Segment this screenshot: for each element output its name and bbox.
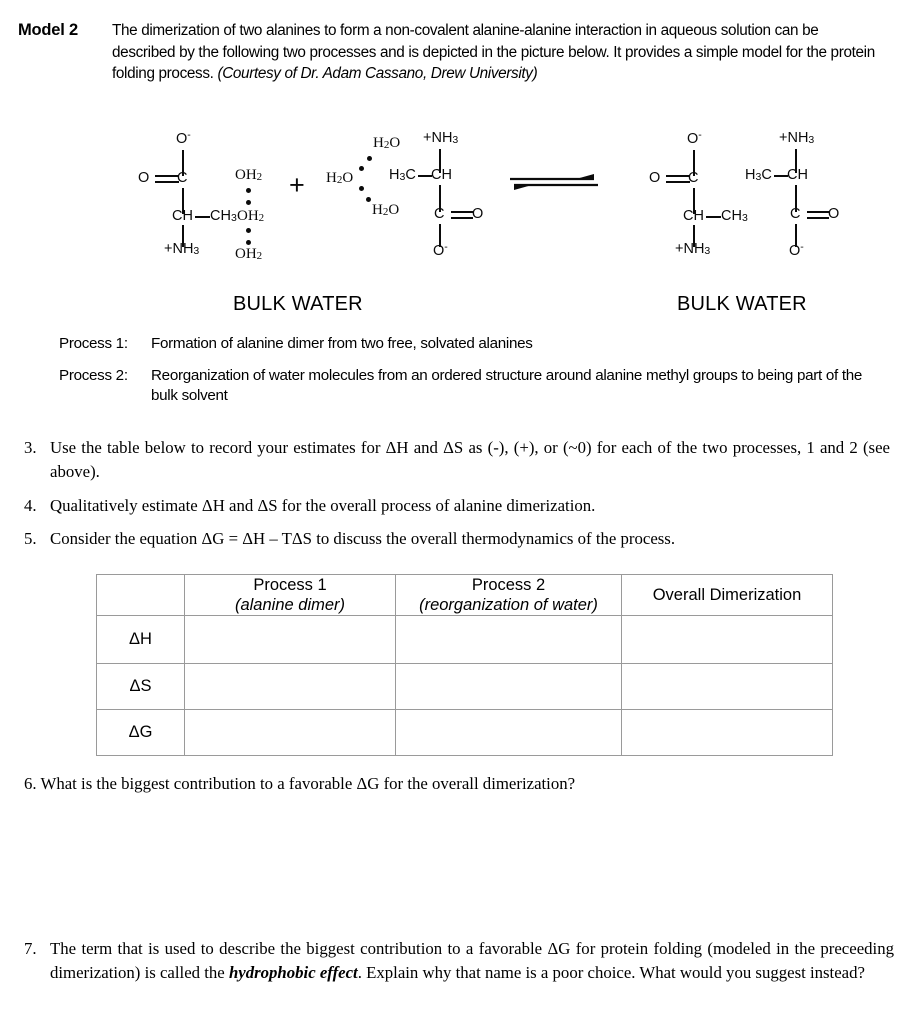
water-molecule-3: $OH_2$ <box>235 246 263 262</box>
process-2-label: Process 2: <box>59 367 128 384</box>
water-molecule-1: $H_2O$ <box>373 135 401 151</box>
solvation-dot <box>366 197 371 202</box>
water-molecule-2: $H_2O$ <box>326 170 354 186</box>
atom-ch: CH <box>431 167 452 183</box>
plus-sign: + <box>289 170 305 200</box>
table-header-row <box>97 575 833 616</box>
table-header-process-2 <box>396 575 622 616</box>
table-header-process-1-title: Process 1 <box>253 576 327 594</box>
cell-delta-s-process-2[interactable] <box>396 664 622 710</box>
solvation-dot <box>246 200 251 205</box>
question-3-text: Use the table below to record your estimates for ΔH and ΔS as (-), (+), or (~0) for each of the two processes, 1 and 2 (see above). <box>50 438 890 481</box>
table-row-delta-s <box>97 664 833 710</box>
cell-delta-h-overall[interactable] <box>622 616 833 664</box>
model-description-credit: (Courtesy of Dr. Adam Cassano, Drew University) <box>217 65 538 82</box>
question-6 <box>24 772 890 796</box>
question-3 <box>24 436 890 483</box>
table-header-overall <box>622 575 833 616</box>
atom-o-minus: O- <box>687 129 702 147</box>
atom-nh3: $+NH_3$ <box>423 130 459 146</box>
atom-c-carboxyl: C <box>790 206 801 222</box>
atom-o-double: O <box>828 206 840 222</box>
solvation-dot <box>359 166 364 171</box>
atom-ch3: $CH_3$ <box>210 208 237 224</box>
water-molecule-3: $H_2O$ <box>372 202 400 218</box>
bond-double-upper <box>666 175 690 177</box>
molecule-product-alanine-2 <box>730 128 880 273</box>
model-2-block <box>18 20 884 85</box>
question-7-part-1: The term that is used to describe the biggest contribution to a favorable ΔG for protein folding (modeled in the preceeding dimerization) is called the <box>50 939 894 982</box>
cell-delta-g-overall[interactable] <box>622 710 833 756</box>
cell-delta-s-overall[interactable] <box>622 664 833 710</box>
atom-ch: CH <box>172 208 193 224</box>
question-7-part-2: . Explain why that name is a poor choice. What would you suggest instead? <box>357 962 865 982</box>
water-molecule-1: $OH_2$ <box>235 167 263 183</box>
atom-nh3: $+NH_3$ <box>164 241 200 257</box>
process-1-label: Process 1: <box>59 335 128 352</box>
bond-double-upper <box>451 211 473 213</box>
question-7 <box>24 937 894 984</box>
equilibrium-arrow <box>508 170 600 196</box>
atom-c-carboxyl: C <box>688 170 699 186</box>
bond-h3c-to-ch <box>774 175 788 177</box>
solvation-dot <box>359 186 364 191</box>
atom-o-minus: O- <box>176 129 191 147</box>
solvation-dot <box>367 156 372 161</box>
question-5-text: Consider the equation ΔG = ΔH – TΔS to discuss the overall thermodynamics of the process. <box>50 529 676 548</box>
table-header-process-2-subtitle: (reorganization of water) <box>419 596 598 614</box>
question-7-emphasis: hydrophobic effect <box>228 962 358 982</box>
model-description-text: The dimerization of two alanines to form a non-covalent alanine-alanine interaction in aqueous solution can be described by the following two processes and is depicted in the picture below. It provides a simple model for the protein folding process. <box>112 22 875 82</box>
solvation-dot <box>246 228 251 233</box>
table-row-delta-g <box>97 710 833 756</box>
bond-double-lower <box>807 217 829 219</box>
atom-nh3: $+NH_3$ <box>675 241 711 257</box>
atom-o-double: O <box>649 170 661 186</box>
table-row-delta-h <box>97 616 833 664</box>
bond-ch-to-ch3 <box>195 216 210 218</box>
thermodynamics-table-wrapper <box>96 574 833 756</box>
molecule-reactant-alanine-2 <box>326 128 496 273</box>
solvation-dot <box>246 188 251 193</box>
row-label-delta-g: ΔG <box>97 710 185 756</box>
cell-delta-g-process-2-disabled <box>396 710 622 756</box>
bond-double-lower <box>666 181 690 183</box>
bond-double-lower <box>451 217 473 219</box>
question-4 <box>24 494 890 518</box>
atom-c-carboxyl: C <box>177 170 188 186</box>
question-5 <box>24 527 890 551</box>
question-7-number: 7. <box>24 939 37 958</box>
table-header-process-2-title: Process 2 <box>471 576 546 594</box>
question-5-number: 5. <box>24 529 37 548</box>
cell-delta-h-process-2[interactable] <box>396 616 622 664</box>
row-label-delta-h: ΔH <box>97 616 185 664</box>
cell-delta-s-process-1[interactable] <box>185 664 396 710</box>
bond-double-upper <box>807 211 829 213</box>
atom-h3c: $H_3C$ <box>389 167 416 183</box>
bond-double-lower <box>155 181 179 183</box>
cell-delta-g-process-1-disabled <box>185 710 396 756</box>
molecule-reactant-alanine-1 <box>134 128 304 273</box>
process-1 <box>59 334 849 354</box>
atom-o-double: O <box>472 206 484 222</box>
bulk-water-label-left: BULK WATER <box>233 293 363 315</box>
atom-ch: CH <box>683 208 704 224</box>
atom-o-minus: O- <box>789 241 804 259</box>
process-2-text: Reorganization of water molecules from an ordered structure around alanine methyl groups to being part of the bulk solvent <box>151 367 863 404</box>
table-header-process-1 <box>185 575 396 616</box>
question-6-number: 6. <box>24 774 37 793</box>
atom-h3c: $H_3C$ <box>745 167 772 183</box>
process-1-text: Formation of alanine dimer from two free, solvated alanines <box>151 335 533 352</box>
model-description <box>112 20 884 85</box>
question-6-text: What is the biggest contribution to a favorable ΔG for the overall dimerization? <box>40 774 576 793</box>
table-header-overall-title: Overall Dimerization <box>652 586 802 604</box>
atom-ch: CH <box>787 167 808 183</box>
atom-nh3: $+NH_3$ <box>779 130 815 146</box>
question-4-text: Qualitatively estimate ΔH and ΔS for the overall process of alanine dimerization. <box>50 496 596 515</box>
table-corner-cell <box>97 575 185 616</box>
question-7-text <box>50 937 894 984</box>
atom-c-carboxyl: C <box>434 206 445 222</box>
bond-h3c-to-ch <box>418 175 432 177</box>
model-label: Model 2 <box>18 21 79 39</box>
question-3-number: 3. <box>24 438 37 457</box>
table-header-process-1-subtitle: (alanine dimer) <box>234 596 346 614</box>
atom-o-double: O <box>138 170 150 186</box>
atom-o-minus: O- <box>433 241 448 259</box>
bond-ch-to-ch3 <box>706 216 721 218</box>
cell-delta-h-process-1[interactable] <box>185 616 396 664</box>
atom-ch3: $CH_3$ <box>721 208 748 224</box>
thermodynamics-table <box>96 574 833 756</box>
reaction-scheme <box>0 128 898 278</box>
solvation-dot <box>246 240 251 245</box>
bulk-water-label-right: BULK WATER <box>677 293 807 315</box>
water-molecule-2: $OH_2$ <box>237 208 265 224</box>
question-4-number: 4. <box>24 496 37 515</box>
process-2 <box>59 366 879 406</box>
row-label-delta-s: ΔS <box>97 664 185 710</box>
bond-double-upper <box>155 175 179 177</box>
